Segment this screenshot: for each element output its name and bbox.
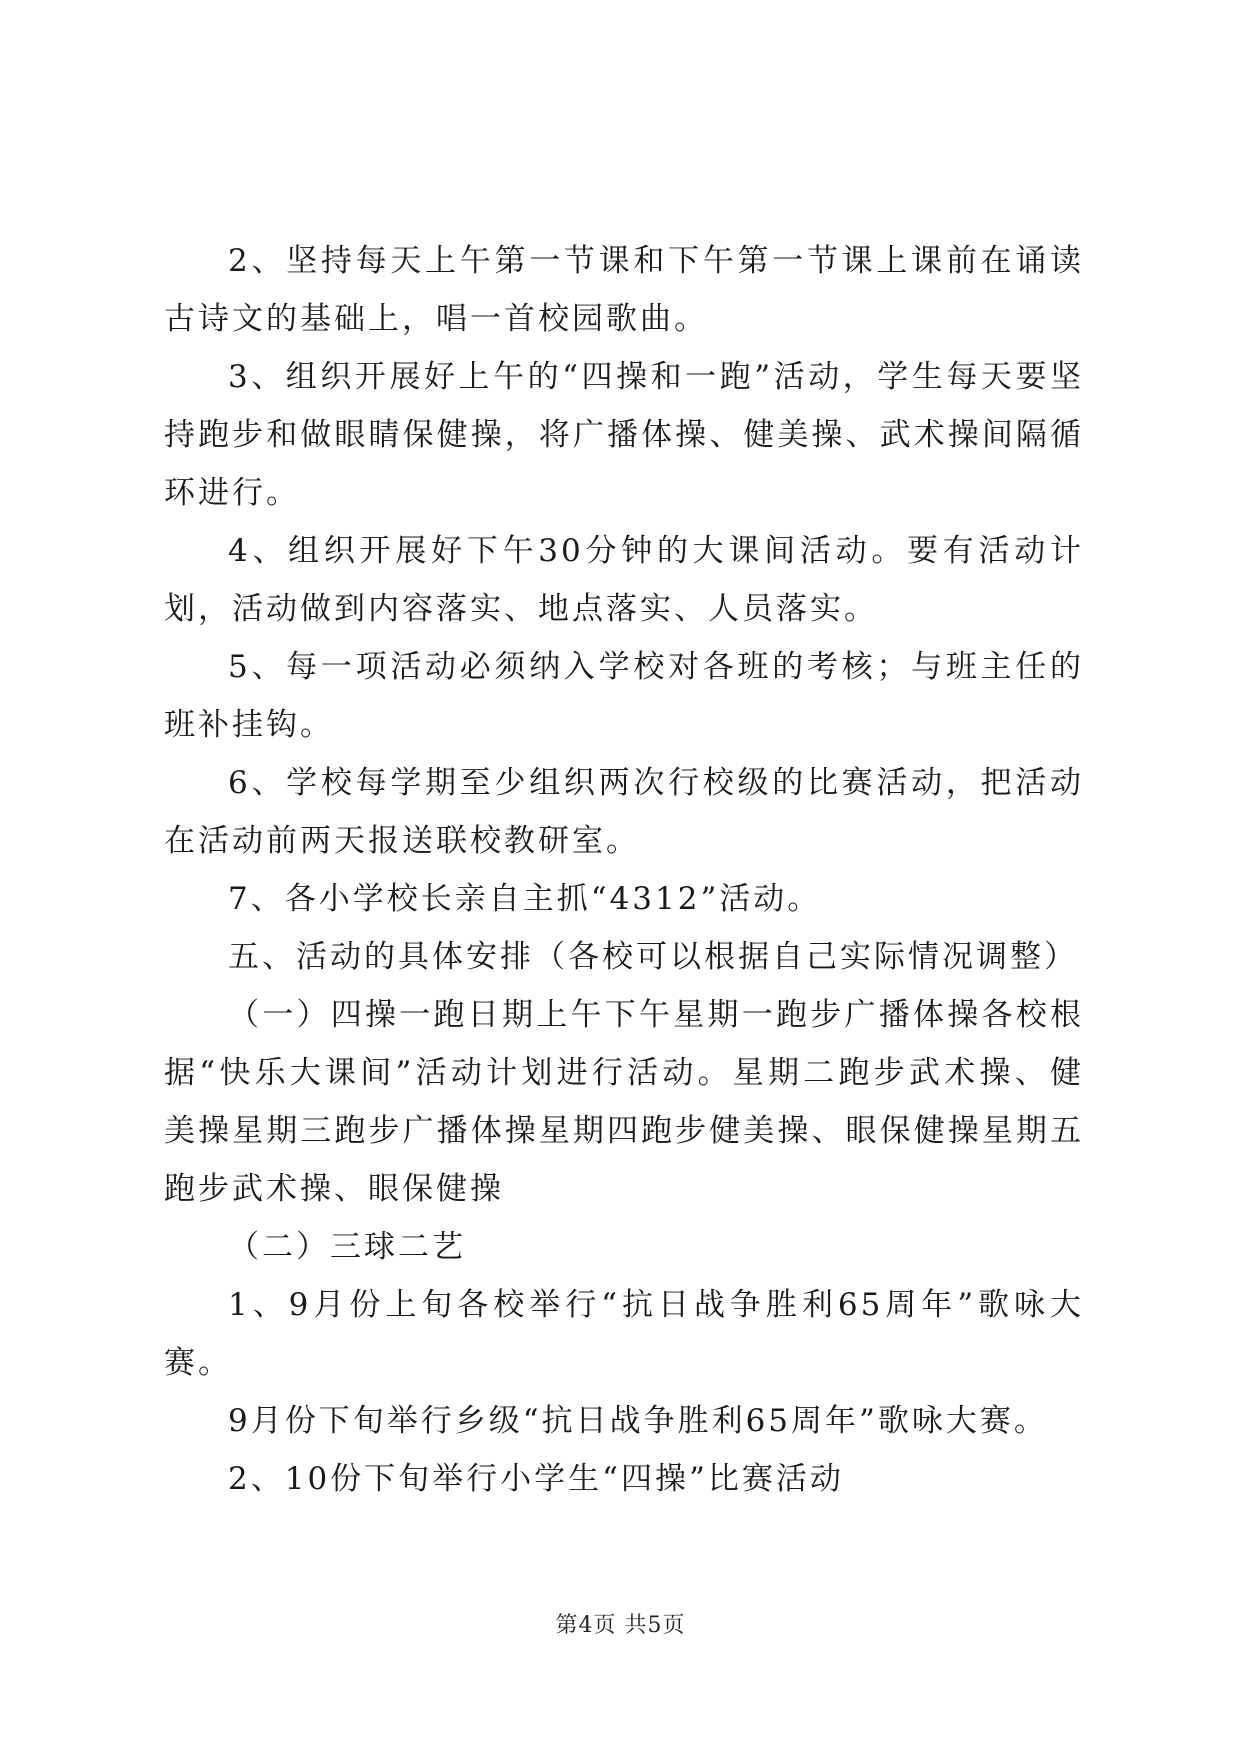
paragraph-item-5: 5、每一项活动必须纳入学校对各班的考核；与班主任的班补挂钩。 [164,649,1084,743]
document-body [164,232,1084,1508]
paragraph-item-7: 7、各小学校长亲自主抓“4312”活动。 [228,881,822,917]
page-number-footer: 第4页 共5页 [555,1613,686,1638]
subsection-schedule: （一）四操一跑日期上午下午星期一跑步广播体操各校根据“快乐大课间”活动计划进行活动。星期二跑步武术操、健美操星期三跑步广播体操星期四跑步健美操、眼保健操星期五跑步武术操、眼保健操 [164,997,1084,1207]
paragraph-item-6: 6、学校每学期至少组织两次行校级的比赛活动，把活动在活动前两天报送联校教研室。 [164,765,1084,859]
event-item-1: 1、9月份上旬各校举行“抗日战争胜利65周年”歌咏大赛。 [164,1287,1084,1381]
paragraph-item-4: 4、组织开展好下午30分钟的大课间活动。要有活动计划，活动做到内容落实、地点落实、人员落实。 [164,533,1084,627]
section-heading-5: 五、活动的具体安排（各校可以根据自己实际情况调整） [228,939,1078,975]
event-item-2: 2、10份下旬举行小学生“四操”比赛活动 [228,1461,844,1497]
subsection-heading-2: （二）三球二艺 [228,1229,466,1265]
paragraph-item-2: 2、坚持每天上午第一节课和下午第一节课上课前在诵读古诗文的基础上，唱一首校园歌曲。 [164,243,1084,337]
paragraph-item-3: 3、组织开展好上午的“四操和一跑”活动，学生每天要坚持跑步和做眼睛保健操，将广播体操、健美操、武术操间隔循环进行。 [164,359,1084,511]
event-item-1-continued: 9月份下旬举行乡级“抗日战争胜利65周年”歌咏大赛。 [228,1403,1048,1439]
